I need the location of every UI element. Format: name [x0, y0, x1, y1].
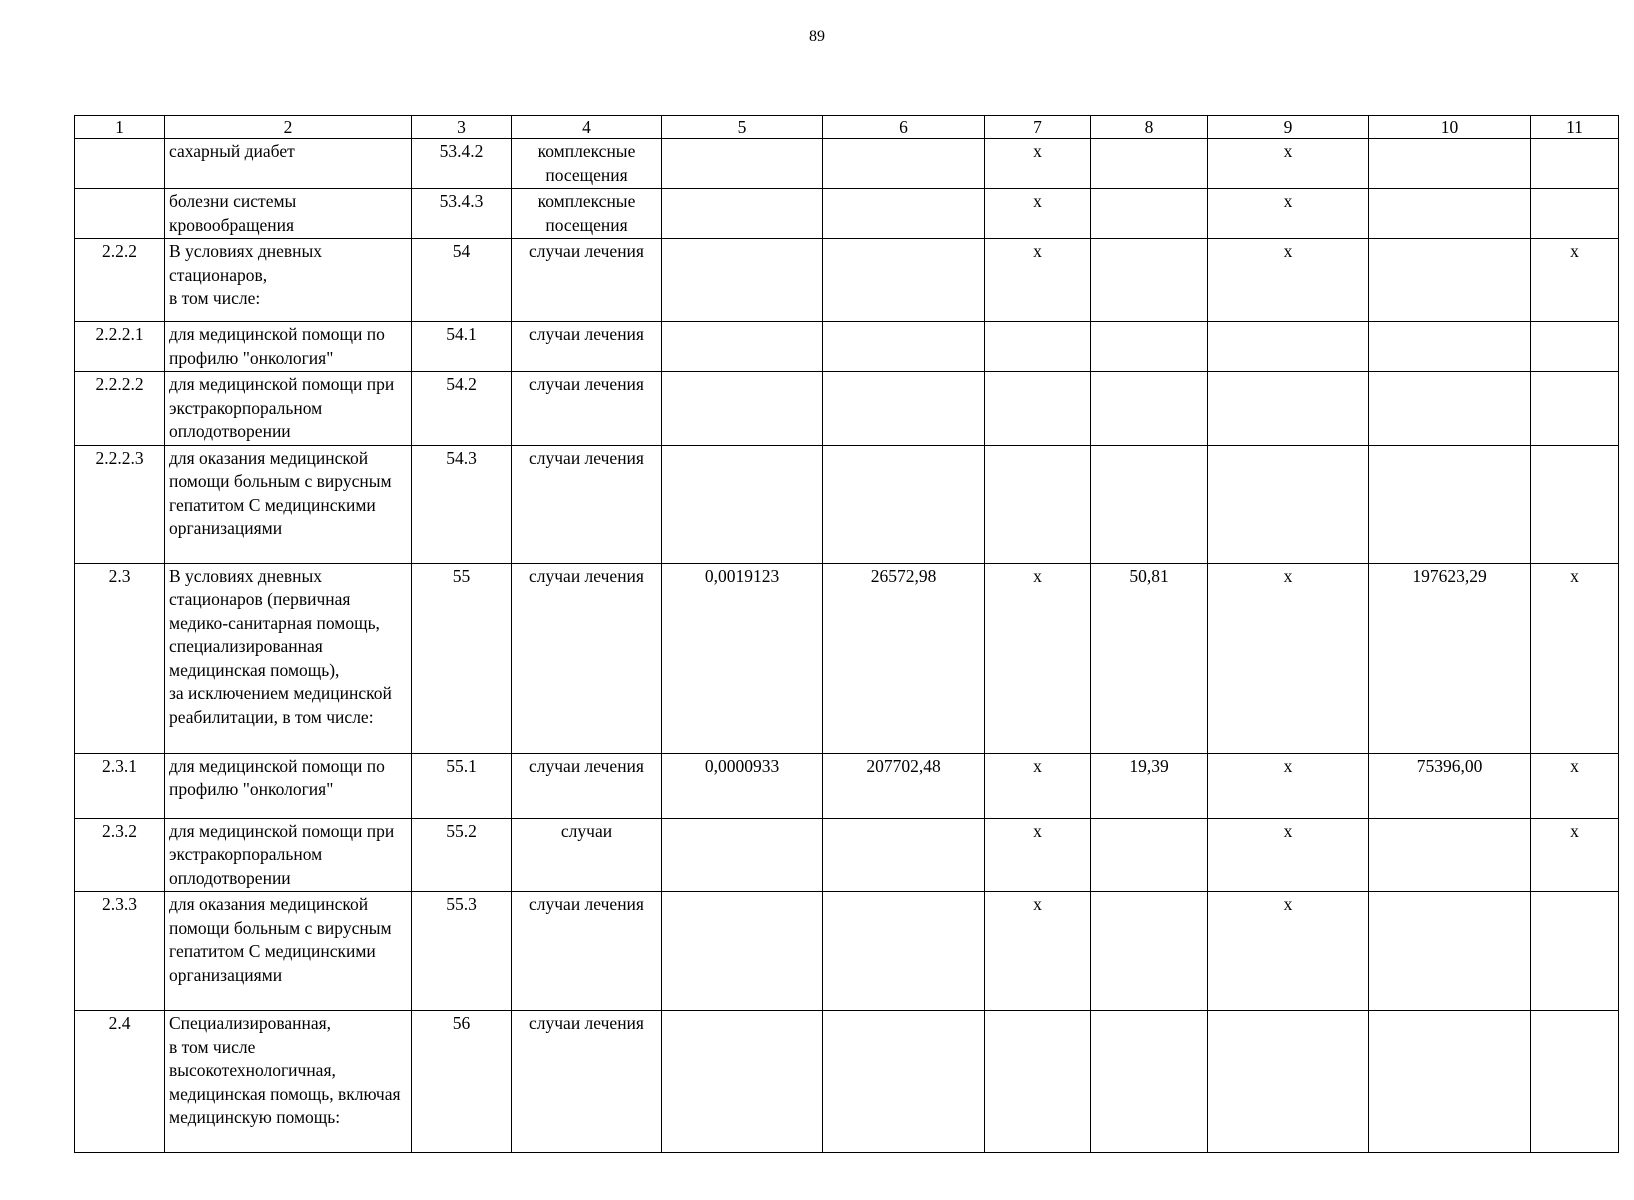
table-row [75, 818, 1619, 892]
table-cell [662, 322, 823, 372]
table-cell [1369, 189, 1531, 239]
header-cell: 4 [512, 116, 662, 139]
table-cell: 19,39 [1091, 753, 1208, 818]
table-cell: для оказания медицинской помощи больным с вирусным гепатитом С медицинскими организациями [165, 892, 412, 1011]
table-cell [1208, 322, 1369, 372]
table-row [75, 239, 1619, 322]
table-cell [662, 1011, 823, 1153]
header-cell: 11 [1531, 116, 1619, 139]
table-cell: 55.1 [412, 753, 512, 818]
table-cell: х [1208, 892, 1369, 1011]
table-cell: 54.3 [412, 445, 512, 563]
table-cell [1369, 239, 1531, 322]
table-cell [1531, 372, 1619, 446]
table-cell [1091, 1011, 1208, 1153]
table-cell: 55 [412, 563, 512, 753]
table-cell: случаи лечения [512, 563, 662, 753]
table-cell [662, 892, 823, 1011]
table-cell: 56 [412, 1011, 512, 1153]
table-cell: случаи лечения [512, 1011, 662, 1153]
table-cell: случаи лечения [512, 892, 662, 1011]
table-cell: х [1531, 753, 1619, 818]
table-cell [1369, 372, 1531, 446]
header-cell: 8 [1091, 116, 1208, 139]
header-cell: 10 [1369, 116, 1531, 139]
table-cell [1091, 189, 1208, 239]
table-cell [823, 818, 985, 892]
table-cell: случаи [512, 818, 662, 892]
table-cell [1531, 189, 1619, 239]
header-cell: 6 [823, 116, 985, 139]
table-cell: х [985, 892, 1091, 1011]
header-cell: 3 [412, 116, 512, 139]
table-cell: х [1531, 239, 1619, 322]
table-cell: х [985, 753, 1091, 818]
table-row [75, 1011, 1619, 1153]
table-cell [1531, 1011, 1619, 1153]
table-row [75, 139, 1619, 189]
table-cell [662, 818, 823, 892]
table-cell [662, 189, 823, 239]
table-cell [1091, 818, 1208, 892]
table-cell: случаи лечения [512, 445, 662, 563]
table-cell: 75396,00 [1369, 753, 1531, 818]
table-cell: Специализированная, в том числе высокотехнологичная, медицинская помощь, включая медицинскую помощь: [165, 1011, 412, 1153]
table-cell: 2.2.2.2 [75, 372, 165, 446]
table-cell [1531, 139, 1619, 189]
header-cell: 7 [985, 116, 1091, 139]
table-cell [823, 892, 985, 1011]
table-cell: х [1208, 139, 1369, 189]
table-cell: для медицинской помощи по профилю "онкология" [165, 322, 412, 372]
table-cell: х [1531, 563, 1619, 753]
table-cell: 2.3 [75, 563, 165, 753]
table-cell [823, 239, 985, 322]
table-cell: х [985, 818, 1091, 892]
table-row [75, 189, 1619, 239]
table-cell [662, 372, 823, 446]
table-row [75, 445, 1619, 563]
table-cell: х [1208, 563, 1369, 753]
table-cell: 0,0000933 [662, 753, 823, 818]
table-row [75, 372, 1619, 446]
table-cell [985, 322, 1091, 372]
table-cell [1208, 372, 1369, 446]
table-cell [1091, 445, 1208, 563]
table-row [75, 563, 1619, 753]
table-row [75, 892, 1619, 1011]
table-cell: 2.2.2.3 [75, 445, 165, 563]
table-cell: х [1208, 818, 1369, 892]
table-cell [1531, 892, 1619, 1011]
table-cell [1369, 445, 1531, 563]
header-cell: 5 [662, 116, 823, 139]
table-cell: для медицинской помощи при экстракорпоральном оплодотворении [165, 818, 412, 892]
table-cell [823, 139, 985, 189]
table-cell [985, 1011, 1091, 1153]
table-cell: 2.3.2 [75, 818, 165, 892]
table-cell: комплексные посещения [512, 189, 662, 239]
table-cell: 55.2 [412, 818, 512, 892]
table-cell: 197623,29 [1369, 563, 1531, 753]
table-cell: случаи лечения [512, 753, 662, 818]
table-cell: х [1208, 239, 1369, 322]
table-cell [1091, 139, 1208, 189]
table-cell [662, 139, 823, 189]
table-cell: для медицинской помощи по профилю "онкология" [165, 753, 412, 818]
table-cell [1208, 1011, 1369, 1153]
table-cell: 54.1 [412, 322, 512, 372]
table-cell: 26572,98 [823, 563, 985, 753]
table-cell [662, 445, 823, 563]
table-cell [75, 189, 165, 239]
table-cell [1091, 372, 1208, 446]
table-cell: 2.4 [75, 1011, 165, 1153]
table-cell: 55.3 [412, 892, 512, 1011]
table-cell: х [985, 563, 1091, 753]
table-cell [823, 372, 985, 446]
table-cell: комплексные посещения [512, 139, 662, 189]
table-cell: случаи лечения [512, 322, 662, 372]
table-cell: 2.3.1 [75, 753, 165, 818]
table-cell [985, 445, 1091, 563]
table-cell [662, 239, 823, 322]
table-cell: для медицинской помощи при экстракорпоральном оплодотворении [165, 372, 412, 446]
page-number: 89 [809, 28, 825, 45]
table-cell: сахарный диабет [165, 139, 412, 189]
table-cell: для оказания медицинской помощи больным с вирусным гепатитом С медицинскими организациями [165, 445, 412, 563]
table-cell: 53.4.3 [412, 189, 512, 239]
table-cell: 2.3.3 [75, 892, 165, 1011]
table-cell: 53.4.2 [412, 139, 512, 189]
table-cell [985, 372, 1091, 446]
table-cell [1369, 1011, 1531, 1153]
table-cell: случаи лечения [512, 372, 662, 446]
data-table [74, 115, 1619, 1153]
table-cell [1208, 445, 1369, 563]
table-cell: х [1208, 189, 1369, 239]
table-cell: 54 [412, 239, 512, 322]
table-cell: 0,0019123 [662, 563, 823, 753]
header-cell: 9 [1208, 116, 1369, 139]
table-cell: х [985, 239, 1091, 322]
table-cell [1369, 322, 1531, 372]
table-cell [823, 445, 985, 563]
table-cell [823, 189, 985, 239]
table-cell [1531, 322, 1619, 372]
table-cell: 2.2.2.1 [75, 322, 165, 372]
table-cell [1091, 892, 1208, 1011]
table-cell: болезни системы кровообращения [165, 189, 412, 239]
table-cell: 54.2 [412, 372, 512, 446]
table-cell [1091, 239, 1208, 322]
table-cell: случаи лечения [512, 239, 662, 322]
table-cell [1369, 818, 1531, 892]
table-cell: 50,81 [1091, 563, 1208, 753]
table-cell: В условиях дневных стационаров (первичная медико-санитарная помощь, специализированная медицинская помощь), за исключением медицинской реабилитации, в том числе: [165, 563, 412, 753]
table-row [75, 322, 1619, 372]
table-cell [1091, 322, 1208, 372]
table-cell: 207702,48 [823, 753, 985, 818]
table-cell [75, 139, 165, 189]
table-cell: х [1208, 753, 1369, 818]
table-cell [1369, 139, 1531, 189]
table-cell: х [985, 139, 1091, 189]
header-cell: 2 [165, 116, 412, 139]
table-cell: х [1531, 818, 1619, 892]
table-cell [823, 322, 985, 372]
header-cell: 1 [75, 116, 165, 139]
table-cell [1531, 445, 1619, 563]
table-cell: В условиях дневных стационаров, в том числе: [165, 239, 412, 322]
table-cell: 2.2.2 [75, 239, 165, 322]
table-row [75, 753, 1619, 818]
table-cell [1369, 892, 1531, 1011]
table-cell: х [985, 189, 1091, 239]
table-cell [823, 1011, 985, 1153]
header-row [75, 116, 1619, 139]
